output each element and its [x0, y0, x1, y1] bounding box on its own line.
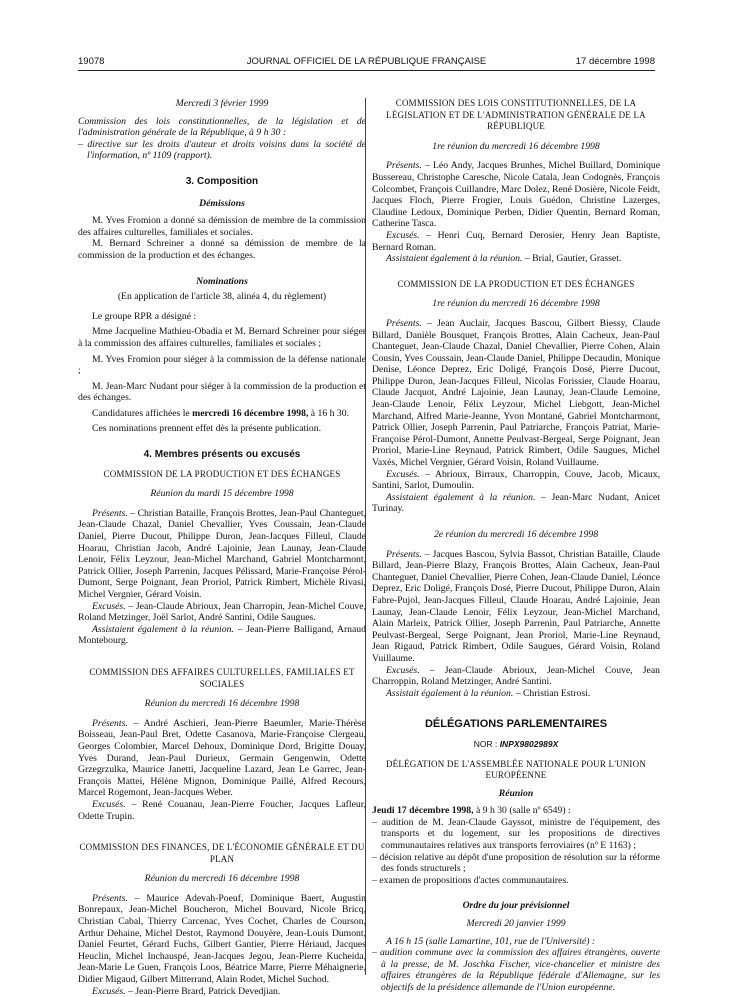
nor-reference: NOR : INPX9802989X — [473, 738, 559, 749]
cac-excuses: Excusés. – René Couanau, Jean-Pierre Foucher, Jacques Lafleur, Odette Trupin. — [78, 798, 366, 822]
delegation-date: Jeudi 17 décembre 1998, à 9 h 30 (salle nº 6549) : — [372, 805, 571, 817]
nominations-effect: Ces nominations prennent effet dès la présente publication. — [92, 423, 322, 435]
cac-presents: Présents. – André Aschieri, Jean-Pierre Baeumler, Marie-Thérèse Boisseau, Jean-Paul Bret, Odette Casanova, Marie-Françoise Clergeau, Georges Colombier, Marcel Dehoux, Dominique Dord, Brigitte Douay, Yves Durand, Jean-Paul Durieux, Germain Gengenwin, Odette Grzegrzulka, Maurice Janetti, Jacqueline Lazard, Jean Le Garrec, Jean-François Mattei, Hélène Mignon, Dominique Paillé, Alfred Recours, Marcel Rogemont, Jean-Jacques Weber. — [78, 717, 366, 799]
cpe-excuses: Excusés. – Jean-Claude Abrioux, Jean Charropin, Jean-Michel Couve, Roland Metzinger, Joël Sarlot, André Santini, Odile Saugues. — [78, 600, 366, 624]
cpe1-excuses: Excusés. – Abrioux, Birraux, Charroppin, Couve, Jacob, Micaux, Santini, Sarlot, Dumoulin. — [372, 468, 660, 492]
agenda-item: – directive sur les droits d'auteur et droits voisins dans la société de l'information, nº 1109 (rapport). — [78, 138, 366, 162]
delegation-item-2: – décision relative au dépôt d'une proposition de résolution sur la réforme des fonds structurels ; — [372, 851, 660, 875]
cl-assist: Assistaient également à la réunion. – Brial, Gautier, Grasset. — [386, 253, 622, 265]
cpe2-reunion: 2e réunion du mercredi 16 décembre 1998 — [433, 529, 599, 540]
page-header — [78, 54, 655, 71]
cf-reunion: Réunion du mercredi 16 décembre 1998 — [144, 873, 300, 885]
left-column — [78, 98, 366, 997]
nomination-1: Le groupe RPR a désigné : — [92, 310, 197, 322]
nominations-intro: (En application de l'article 38, alinéa 4, du règlement) — [117, 291, 327, 303]
cpe-title: COMMISSION DE LA PRODUCTION ET DES ÉCHANGES — [103, 468, 341, 479]
cpe-assist: Assistaient également à la réunion. – Jean-Pierre Balligand, Arnaud Montebourg. — [78, 623, 366, 647]
section-membres-title: 4. Membres présents ou excusés — [143, 449, 301, 461]
demission-1: M. Yves Fromion a donné sa démission de membre de la commission des affaires culturelles, familiales et sociales. — [78, 215, 366, 238]
cl-title: COMMISSION DES LOIS CONSTITUTIONNELLES, DE LA LÉGISLATION ET DE L'ADMINISTRATION GÉNÉRALE DE LA RÉPUBLIQUE — [386, 98, 646, 132]
delegation-reunion-title: Réunion — [498, 787, 534, 799]
cpe1-reunion: 1re réunion du mercredi 16 décembre 1998 — [432, 298, 600, 310]
cl-presents: Présents. – Léo Andy, Jacques Brunhes, Michel Buillard, Dominique Bussereau, Christophe Caresche, Nicole Catala, Jean Codognès, François Colcombet, François Cuillandre, Marc Dolez, René Dosière, Nicole Feidt, Jacques Floch, Pierre Frogier, Louis Guédon, Christine Lazerges, Claudine Ledoux, Dominique Perben, Didier Quentin, Bernard Roman, Catherine Tasca. — [372, 160, 660, 230]
delegation-item-1: – audition de M. Jean-Claude Gayssot, ministre de l'équipement, des transports et du logement, sur les propositions de directives communautaires relatives aux transports ferroviaires (nº E 1163) ; — [372, 816, 660, 852]
ordre-du-jour-time: A 16 h 15 (salle Lamartine, 101, rue de l'Université) : — [386, 935, 596, 947]
issue-date: 17 décembre 1998 — [575, 56, 655, 67]
ordre-du-jour-date: Mercredi 20 janvier 1999 — [466, 918, 566, 930]
nominations-title: Nominations — [196, 275, 248, 287]
cpe-title-right: COMMISSION DE LA PRODUCTION ET DES ÉCHANGES — [397, 278, 635, 289]
cpe1-presents: Présents. – Jean Auclair, Jacques Bascou, Gilbert Biessy, Claude Billard, Danièle Bousquet, François Brottes, Alain Cacheux, Jean-Paul Chanteguet, Jean-Claude Chazal, Daniel Chevallier, Pierre Cohen, Alain Cousin, Yves Coussain, Jean-Claude Daniel, Philippe Decaudin, Monique Denise, Léonce Deprez, Eric Doligé, François Dosé, Pierre Ducout, Philippe Duron, Jean-Jacques Filleul, Nicolas Forissier, Claude Hoarau, Claude Jacquot, André Lajoinie, Jean Launay, Jean-Claude Lemoine, Jean-Claude Lenoir, Félix Leyzour, Michel Liebgott, Jean-Michel Marchand, Alfred Marie-Jeanne, Yvon Montané, Gabriel Montcharmont, Patrick Ollier, Joseph Parrenin, Paul Patriarche, François Patriat, Marie-Françoise Pérol-Dumont, Annette Peulvast-Bergeal, Serge Poignant, Jean Proriol, Marie-Line Reynaud, Patrick Rimbert, Odile Saugues, Michel Vaxès, Michel Vergnier, Gérard Voisin, Roland Vuillaume. — [372, 317, 660, 469]
cpe2-excuses: Excusés. – Jean-Claude Abrioux, Jean-Michel Couve, Jean Charroppin, Roland Metzinger, André Santini. — [372, 664, 660, 688]
candidatures: Candidatures affichées le mercredi 16 décembre 1998, à 16 h 30. — [92, 407, 350, 419]
cpe2-presents: Présents. – Jacques Bascou, Sylvia Bassot, Christian Bataille, Claude Billard, Jean-Pierre Blazy, François Brottes, Alain Cacheux, Jean-Paul Chanteguet, Daniel Chevallier, Pierre Cohen, Jean-Claude Daniel, Léonce Deprez, Eric Doligé, François Dosé, Pierre Ducout, Philippe Duron, Alain Fabre-Pujol, Jean-Jacques Filleul, Claude Hoarau, André Lajoinie, Jean Launay, Jean-Claude Lenoir, Félix Leyzour, Jean-Michel Marchand, Alain Marleix, Patrick Ollier, Joseph Parrenin, Paul Patriarche, Annette Peulvast-Bergeal, Serge Poignant, Jean Proriol, Marie-Line Reynaud, Jean Rigaud, Patrick Rimbert, Odile Saugues, Gérard Voisin, Roland Vuillaume. — [372, 548, 660, 664]
delegation-item-3: – examen de propositions d'actes communautaires. — [372, 874, 569, 886]
page-number: 19078 — [78, 56, 105, 67]
cl-reunion: 1re réunion du mercredi 16 décembre 1998 — [432, 140, 600, 152]
right-column — [372, 98, 660, 994]
agenda-date: Mercredi 3 février 1999 — [175, 98, 269, 109]
delegations-title: DÉLÉGATIONS PARLEMENTAIRES — [424, 718, 608, 731]
delegation-title: DÉLÉGATION DE L'ASSEMBLÉE NATIONALE POUR L'UNION EUROPÉENNE — [385, 758, 647, 781]
cf-excuses: Excusés. – Jean-Pierre Brard, Patrick Devedjian. — [92, 985, 281, 997]
cpe-reunion: Réunion du mardi 15 décembre 1998 — [150, 488, 294, 500]
demissions-title: Démissions — [199, 197, 245, 209]
nomination-3: M. Yves Fromion pour siéger à la commission de la défense nationale ; — [78, 353, 366, 377]
cpe-presents: Présents. – Christian Bataille, François Brottes, Jean-Paul Chanteguet, Jean-Claude Chazal, Daniel Chevallier, Yves Coussain, Jean-Claude Daniel, Pierre Ducout, Philippe Duron, Jean-Jacques Filleul, Claude Hoarau, Christian Jacob, André Lajoinie, Jean Launay, Jean-Claude Lenoir, Félix Leyzour, Jean-Michel Marchand, Gabriel Montcharmont, Patrick Ollier, Joseph Parrenin, Jacques Pélissard, Marie-Françoise Pérol-Dumont, Serge Poignant, Jean Proriol, Patrick Rimbert, Michèle Rivasi, Michel Vergnier, Gérard Voisin. — [78, 507, 366, 600]
ordre-du-jour-item: – audition commune avec la commission des affaires étrangères, ouverte à la presse, de M. Joschka Fischer, vice-chancelier et ministre des affaires étrangères de la République fédérale d'Allemagne, sur les objectifs de la présidence allemande de l'Union européenne. — [372, 947, 660, 993]
cac-title: COMMISSION DES AFFAIRES CULTURELLES, FAMILIALES ET SOCIALES — [89, 666, 355, 689]
cpe2-assist: Assistait également à la réunion. – Christian Estrosi. — [386, 687, 591, 699]
journal-title: JOURNAL OFFICIEL DE LA RÉPUBLIQUE FRANÇAISE — [246, 56, 487, 67]
section-composition-title: 3. Composition — [185, 175, 259, 187]
cpe1-assist: Assistaient également à la réunion. – Jean-Marc Nudant, Anicet Turinay. — [372, 491, 660, 515]
nomination-2: Mme Jacqueline Mathieu-Obadia et M. Bernard Schreiner pour siéger à la commission des affaires culturelles, familiales et sociales ; — [78, 326, 366, 349]
ordre-du-jour-title: Ordre du jour prévisionnel — [462, 900, 570, 912]
cf-presents: Présents. – Maurice Adevah-Poeuf, Dominique Baert, Augustin Bonrepaux, Jean-Michel Boucheron, Michel Bouvard, Nicole Bricq, Christian Cabal, Thierry Carcenac, Yves Cochet, Charles de Courson, Arthur Dehaine, Michel Destot, Raymond Douyère, Jean-Louis Dumont, Daniel Feurtet, Gérard Fuchs, Gilbert Gantier, Pierre Hériaud, Jacques Heuclin, Michel Inchauspé, Jean-Jacques Jegou, Jean-Pierre Kucheida, Jean-Marie Le Guen, François Loos, Béatrice Marre, Pierre Méhaignerie, Didier Migaud, Gilbert Mitterrand, Alain Rodet, Michel Suchod. — [78, 892, 366, 986]
cf-title: COMMISSION DES FINANCES, DE L'ÉCONOMIE GÉNÉRALE ET DU PLAN — [79, 842, 365, 864]
demission-2: M. Bernard Schreiner a donné sa démission de membre de la commission de la production et des échanges. — [78, 238, 366, 261]
agenda-commission: Commission des lois constitutionnelles, de la législation et de l'administration générale de la République, à 9 h 30 : — [78, 115, 366, 139]
cac-reunion: Réunion du mercredi 16 décembre 1998 — [144, 698, 300, 710]
nomination-4: M. Jean-Marc Nudant pour siéger à la commission de la production et des échanges. — [78, 380, 366, 404]
cl-excuses: Excusés. – Henri Cuq, Bernard Derosier, Henry Jean Baptiste, Bernard Roman. — [372, 229, 660, 253]
